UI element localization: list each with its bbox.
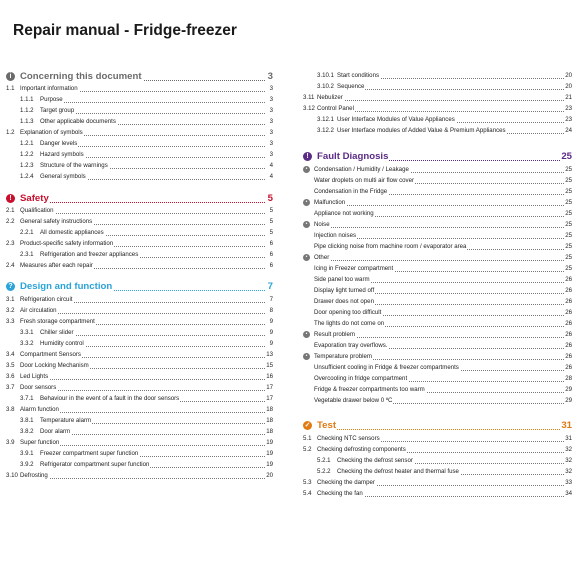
page-number: 25	[565, 254, 572, 261]
page-number: 3	[269, 85, 273, 92]
entry-title: General safety instructions	[20, 218, 93, 225]
section-number: 5.2.2	[317, 468, 331, 475]
section-number: 1.2.2	[20, 151, 34, 158]
toc-entry[interactable]	[6, 161, 273, 171]
toc-entry[interactable]	[303, 341, 572, 351]
page-number: 25	[565, 210, 572, 217]
entry-title: Alarm function	[20, 406, 59, 413]
dot-leader	[40, 95, 265, 103]
thermometer-icon: •	[303, 353, 310, 360]
entry-title: Checking the defrost heater and thermal fuse	[337, 468, 459, 475]
entry-title: Structure of the warnings	[40, 162, 108, 169]
section-number: 1.1	[6, 85, 15, 92]
section-number: 3.12	[303, 105, 315, 112]
entry-title: Evaporation tray overflows.	[314, 342, 388, 349]
page-number: 23	[565, 116, 572, 123]
page-number: 18	[266, 406, 273, 413]
entry-title: Temperature alarm	[40, 417, 92, 424]
section-number: 3.8	[6, 406, 15, 413]
page-number: 17	[266, 395, 273, 402]
entry-title: Checking the defrost sensor	[337, 457, 413, 464]
page-number: 4	[269, 173, 273, 180]
page-number: 3	[267, 71, 273, 82]
page-number: 21	[565, 94, 572, 101]
page-number: 5	[269, 207, 273, 214]
page-number: 25	[565, 232, 572, 239]
page-number: 7	[269, 296, 273, 303]
entry-title: Start conditions	[337, 72, 380, 79]
page-number: 19	[266, 461, 273, 468]
section-number: 1.2.3	[20, 162, 34, 169]
dot-leader	[20, 372, 265, 380]
dot-leader	[314, 253, 564, 261]
toc-entry[interactable]	[6, 150, 273, 160]
section-number: 5.4	[303, 490, 312, 497]
page-number: 25	[565, 188, 572, 195]
entry-title: Result problem	[314, 331, 355, 338]
entry-title: Icing in Freezer compartment	[314, 265, 394, 272]
entry-title: Display light turned off	[314, 287, 375, 294]
entry-title: Nebulizer	[317, 94, 343, 101]
toc-entry[interactable]	[303, 308, 572, 318]
entry-title: Checking the damper	[317, 479, 375, 486]
entry-title: Measures after each repair	[20, 262, 93, 269]
safety-icon: !	[6, 194, 15, 203]
toc-entry[interactable]	[303, 467, 572, 477]
section-number: 5.1	[303, 435, 312, 442]
toc-entry[interactable]	[303, 231, 572, 241]
entry-title: User Interface Modules of Value Appliances	[337, 116, 455, 123]
toc-entry[interactable]	[6, 427, 273, 437]
toc-entry[interactable]	[6, 405, 273, 415]
toc-entry[interactable]	[6, 372, 273, 382]
entry-title: Pipe clicking noise from machine room / evaporator area	[314, 243, 467, 250]
toc-entry[interactable]	[303, 434, 572, 444]
section-number: 1.2.4	[20, 173, 34, 180]
toc-entry[interactable]	[303, 242, 572, 252]
section-number: 2.3.1	[20, 251, 34, 258]
toc-entry[interactable]	[6, 95, 273, 105]
page-number: 29	[565, 386, 572, 393]
entry-title: Led Lights	[20, 373, 49, 380]
entry-title: Other	[314, 254, 330, 261]
page-number: 19	[266, 450, 273, 457]
page-number: 6	[269, 251, 273, 258]
entry-title: Compartment Sensors	[20, 351, 81, 358]
toc-entry[interactable]	[303, 286, 572, 296]
page-number: 25	[565, 221, 572, 228]
toc-group[interactable]	[303, 253, 572, 263]
toc-entry[interactable]	[6, 460, 273, 470]
entry-title: Refrigeration and freezer appliances	[40, 251, 139, 258]
entry-title: Malfunction	[314, 199, 346, 206]
entry-title: Explanation of symbols	[20, 129, 83, 136]
section-number: 3.10	[6, 472, 18, 479]
toc-entry[interactable]	[6, 295, 273, 305]
dot-leader	[20, 192, 265, 203]
section-number: 3.10.2	[317, 83, 334, 90]
page-number: 23	[565, 105, 572, 112]
page-number: 3	[269, 151, 273, 158]
entry-title: Danger levels	[40, 140, 78, 147]
toc-group[interactable]	[303, 352, 572, 362]
page-number: 3	[269, 129, 273, 136]
toc-entry[interactable]	[6, 117, 273, 127]
entry-title: Defrosting	[20, 472, 48, 479]
toc-chapter[interactable]	[6, 70, 273, 83]
toc-entry[interactable]	[6, 217, 273, 227]
section-number: 2.3	[6, 240, 15, 247]
page-number: 6	[269, 240, 273, 247]
section-number: 3.9	[6, 439, 15, 446]
entry-title: Vegetable drawer below 0 ºC	[314, 397, 393, 404]
toc-entry[interactable]	[303, 71, 572, 81]
toc-entry[interactable]	[6, 206, 273, 216]
toc-entry[interactable]	[303, 396, 572, 406]
section-number: 1.2.1	[20, 140, 34, 147]
entry-title: Fridge & freezer compartments too warm	[314, 386, 425, 393]
section-number: 3.3.2	[20, 340, 34, 347]
entry-title: Refrigeration circuit	[20, 296, 73, 303]
page-number: 32	[565, 468, 572, 475]
page-number: 24	[565, 127, 572, 134]
page-number: 28	[565, 375, 572, 382]
toc-entry[interactable]	[6, 416, 273, 426]
page-number: 16	[266, 373, 273, 380]
entry-title: Checking the fan	[317, 490, 363, 497]
section-number: 1.1.1	[20, 96, 34, 103]
page-number: 5	[269, 218, 273, 225]
toc-entry[interactable]	[6, 228, 273, 238]
page-number: 3	[269, 140, 273, 147]
section-number: 3.12.2	[317, 127, 334, 134]
test-icon: ✓	[304, 422, 311, 429]
dot-leader	[337, 82, 564, 90]
dot-leader	[317, 419, 564, 430]
section-number: 3.4	[6, 351, 15, 358]
page-number: 7	[267, 281, 273, 292]
page-number: 26	[565, 331, 572, 338]
section-number: 5.2.1	[317, 457, 331, 464]
toc-group[interactable]	[303, 198, 572, 208]
toc-entry[interactable]	[303, 478, 572, 488]
malfunction-icon: •	[303, 199, 310, 206]
toc-group[interactable]	[303, 165, 572, 175]
page-number: 25	[565, 166, 572, 173]
page-number: 4	[269, 162, 273, 169]
section-number: 3.12.1	[317, 116, 334, 123]
page-number: 6	[269, 262, 273, 269]
page-number: 5	[267, 193, 273, 204]
toc-entry[interactable]	[303, 374, 572, 384]
toc-entry[interactable]	[303, 187, 572, 197]
page-number: 17	[266, 384, 273, 391]
toc-entry[interactable]	[6, 84, 273, 94]
dot-leader	[20, 471, 265, 479]
dot-leader	[20, 206, 265, 214]
toc-entry[interactable]	[6, 328, 273, 338]
toc-entry[interactable]	[6, 449, 273, 459]
page-number: 8	[269, 307, 273, 314]
page-number: 26	[565, 309, 572, 316]
section-number: 1.1.3	[20, 118, 34, 125]
toc-group[interactable]	[303, 330, 572, 340]
entry-title: Super function	[20, 439, 60, 446]
toc-entry[interactable]	[303, 275, 572, 285]
entry-title: Control Panel	[317, 105, 354, 112]
entry-title: Appliance not working	[314, 210, 374, 217]
page-title: Repair manual - Fridge-freezer	[13, 22, 237, 39]
entry-title: Door Locking Mechanism	[20, 362, 89, 369]
page-number: 20	[565, 72, 572, 79]
page-number: 32	[565, 446, 572, 453]
page-number: 26	[565, 320, 572, 327]
toc-entry[interactable]	[6, 250, 273, 260]
section-number: 3.11	[303, 94, 315, 101]
page-number: 19	[266, 439, 273, 446]
toc-entry[interactable]	[303, 363, 572, 373]
section-number: 1.1.2	[20, 107, 34, 114]
chapter-title: Safety	[20, 193, 49, 204]
entry-title: Hazard symbols	[40, 151, 84, 158]
toc-entry[interactable]	[303, 209, 572, 219]
entry-title: Humidity control	[40, 340, 84, 347]
section-number: 3.3	[6, 318, 15, 325]
toc-entry[interactable]	[6, 438, 273, 448]
toc-group[interactable]	[303, 220, 572, 230]
toc-entry[interactable]	[303, 82, 572, 92]
result-problem-icon: •	[303, 331, 310, 338]
entry-title: Target group	[40, 107, 75, 114]
condensation-icon: •	[303, 166, 310, 173]
page-number: 26	[565, 287, 572, 294]
section-number: 3.3.1	[20, 329, 34, 336]
toc-entry[interactable]	[6, 317, 273, 327]
section-number: 3.10.1	[317, 72, 334, 79]
toc-entry[interactable]	[303, 115, 572, 125]
page-number: 25	[565, 243, 572, 250]
info-icon: i	[6, 72, 15, 81]
page-number: 29	[565, 397, 572, 404]
entry-title: Noise	[314, 221, 330, 228]
entry-title: Product-specific safety information	[20, 240, 114, 247]
page-number: 9	[269, 318, 273, 325]
design-icon: ?	[6, 282, 15, 291]
section-number: 2.4	[6, 262, 15, 269]
section-number: 3.7	[6, 384, 15, 391]
section-number: 3.9.1	[20, 450, 34, 457]
page-number: 13	[266, 351, 273, 358]
page-number: 26	[565, 276, 572, 283]
section-number: 2.2	[6, 218, 15, 225]
entry-title: Door sensors	[20, 384, 57, 391]
entry-title: Overcooling in fridge compartment	[314, 375, 408, 382]
toc-chapter[interactable]	[303, 419, 572, 432]
section-number: 2.1	[6, 207, 15, 214]
toc-entry[interactable]	[6, 172, 273, 182]
toc-entry[interactable]	[6, 383, 273, 393]
section-number: 3.9.2	[20, 461, 34, 468]
toc-entry[interactable]	[6, 261, 273, 271]
entry-title: Drawer does not open	[314, 298, 374, 305]
toc-entry[interactable]	[303, 104, 572, 114]
toc-entry[interactable]	[6, 339, 273, 349]
entry-title: Other applicable documents	[40, 118, 116, 125]
page-number: 3	[269, 96, 273, 103]
toc-entry[interactable]	[303, 385, 572, 395]
entry-title: Temperature problem	[314, 353, 372, 360]
section-number: 3.6	[6, 373, 15, 380]
entry-title: Chiller slider	[40, 329, 74, 336]
page-number: 5	[269, 229, 273, 236]
page-number: 32	[565, 457, 572, 464]
section-number: 3.1	[6, 296, 15, 303]
entry-title: Checking defrosting components	[317, 446, 406, 453]
section-number: 5.2	[303, 446, 312, 453]
toc-chapter[interactable]	[6, 192, 273, 205]
entry-title: Water droplets on multi air flow cover	[314, 177, 415, 184]
section-number: 1.2	[6, 129, 15, 136]
toc-entry[interactable]	[6, 394, 273, 404]
dot-leader	[317, 93, 564, 101]
fault-icon: !	[303, 152, 312, 161]
section-number: 3.8.2	[20, 428, 34, 435]
page-number: 31	[561, 420, 572, 431]
toc-chapter[interactable]	[6, 280, 273, 293]
entry-title: Condensation in the Fridge	[314, 188, 388, 195]
entry-title: Door alarm	[40, 428, 71, 435]
page-number: 26	[565, 298, 572, 305]
page-number: 33	[565, 479, 572, 486]
entry-title: Refrigerator compartment super function	[40, 461, 150, 468]
toc-entry[interactable]	[303, 319, 572, 329]
chapter-title: Design and function	[20, 281, 113, 292]
page-number: 3	[269, 107, 273, 114]
page-number: 25	[565, 265, 572, 272]
entry-title: User Interface modules of Added Value & Premium Appliances	[337, 127, 506, 134]
toc-entry[interactable]	[6, 128, 273, 138]
dot-leader	[40, 427, 265, 435]
section-number: 3.8.1	[20, 417, 34, 424]
page-number: 20	[266, 472, 273, 479]
toc-entry[interactable]	[6, 239, 273, 249]
page-number: 26	[565, 342, 572, 349]
entry-title: Condensation / Humidity / Leakage	[314, 166, 409, 173]
toc-entry[interactable]	[303, 297, 572, 307]
page-number: 34	[565, 490, 572, 497]
entry-title: The lights do not come on	[314, 320, 385, 327]
toc-entry[interactable]	[6, 471, 273, 481]
page-number: 9	[269, 329, 273, 336]
toc-entry[interactable]	[303, 126, 572, 136]
toc-entry[interactable]	[6, 361, 273, 371]
entry-title: Air circulation	[20, 307, 57, 314]
toc-entry[interactable]	[303, 176, 572, 186]
entry-title: Behaviour in the event of a fault in the door sensors	[40, 395, 180, 402]
page-number: 18	[266, 417, 273, 424]
toc-entry[interactable]	[6, 350, 273, 360]
page-number: 15	[266, 362, 273, 369]
section-number: 2.2.1	[20, 229, 34, 236]
entry-title: Freezer compartment super function	[40, 450, 139, 457]
toc-entry[interactable]	[303, 456, 572, 466]
toc-chapter[interactable]	[303, 150, 572, 163]
page-number: 25	[565, 177, 572, 184]
chapter-title: Concerning this document	[20, 71, 142, 82]
toc-entry[interactable]	[6, 139, 273, 149]
entry-title: Purpose	[40, 96, 63, 103]
toc-entry[interactable]	[6, 106, 273, 116]
entry-title: Qualification	[20, 207, 54, 214]
entry-title: Door opening too difficult	[314, 309, 382, 316]
page-number: 25	[565, 199, 572, 206]
page-number: 3	[269, 118, 273, 125]
other-icon: •	[303, 254, 310, 261]
page-number: 26	[565, 353, 572, 360]
section-number: 3.2	[6, 307, 15, 314]
toc-entry[interactable]	[303, 93, 572, 103]
section-number: 3.5	[6, 362, 15, 369]
entry-title: Unsufficient cooling in Fridge & freezer compartments	[314, 364, 459, 371]
toc-entry[interactable]	[303, 445, 572, 455]
chapter-title: Fault Diagnosis	[317, 151, 389, 162]
entry-title: Checking NTC sensors	[317, 435, 380, 442]
entry-title: General symbols	[40, 173, 86, 180]
entry-title: Side panel too warm	[314, 276, 370, 283]
toc-entry[interactable]	[6, 306, 273, 316]
entry-title: Sequence	[337, 83, 365, 90]
page-number: 26	[565, 364, 572, 371]
page-number: 25	[561, 151, 572, 162]
toc-entry[interactable]	[303, 489, 572, 499]
section-number: 3.7.1	[20, 395, 34, 402]
dot-leader	[314, 198, 564, 206]
section-number: 5.3	[303, 479, 312, 486]
entry-title: All domestic appliances	[40, 229, 104, 236]
page-number: 9	[269, 340, 273, 347]
dot-leader	[314, 220, 564, 228]
page-number: 31	[565, 435, 572, 442]
entry-title: Important information	[20, 85, 78, 92]
chapter-title: Test	[317, 420, 337, 431]
page-number: 20	[565, 83, 572, 90]
entry-title: Injection noises	[314, 232, 357, 239]
page-number: 18	[266, 428, 273, 435]
entry-title: Fresh storage compartment	[20, 318, 95, 325]
toc-entry[interactable]	[303, 264, 572, 274]
noise-icon: •	[303, 221, 310, 228]
